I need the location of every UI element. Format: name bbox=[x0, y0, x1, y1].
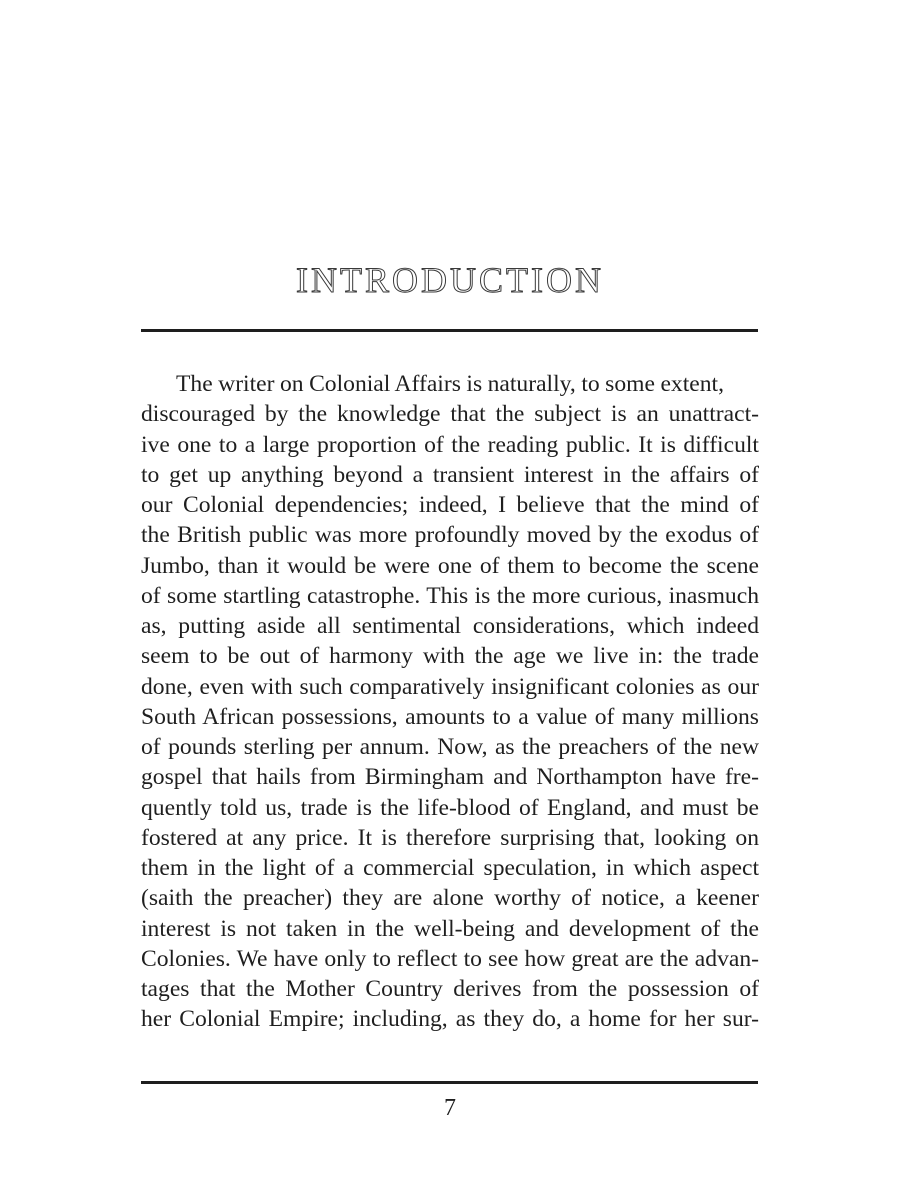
bottom-rule bbox=[141, 1081, 758, 1084]
text-line: (saith the preacher) they are alone worthy of notice, a keener bbox=[141, 885, 759, 912]
chapter-title: INTRODUCTION bbox=[296, 260, 604, 300]
text-line: our Colonial dependencies; indeed, I believe that the mind of bbox=[141, 492, 759, 518]
text-line: them in the light of a commercial speculation, in which aspect bbox=[141, 855, 759, 881]
page-number: 7 bbox=[444, 1095, 456, 1121]
text-line: Colonies. We have only to reflect to see how great are the advan- bbox=[141, 945, 759, 972]
text-line: seem to be out of harmony with the age we live in: the trade bbox=[141, 643, 759, 670]
text-line: of pounds sterling per annum. Now, as the preachers of the new bbox=[141, 734, 759, 760]
text-line: tages that the Mother Country derives from the possession of bbox=[141, 976, 759, 1002]
text-line: done, even with such comparatively insignificant colonies as our bbox=[141, 673, 759, 700]
text-line: of some startling catastrophe. This is the more curious, inasmuch bbox=[141, 582, 759, 609]
top-rule bbox=[141, 329, 758, 332]
text-line: South African possessions, amounts to a value of many millions bbox=[141, 703, 759, 730]
text-line: her Colonial Empire; including, as they do, a home for her sur- bbox=[141, 1006, 759, 1033]
text-line: discouraged by the knowledge that the subject is an unattract- bbox=[141, 401, 759, 428]
text-line: The writer on Colonial Affairs is naturally, to some extent, bbox=[176, 371, 724, 397]
text-line: ive one to a large proportion of the reading public. It is difficult bbox=[141, 431, 759, 458]
text-line: to get up anything beyond a transient interest in the affairs of bbox=[141, 461, 759, 488]
text-line: quently told us, trade is the life-blood of England, and must be bbox=[141, 794, 759, 821]
text-line: gospel that hails from Birmingham and Northampton have fre- bbox=[141, 764, 759, 791]
text-line: Jumbo, than it would be were one of them to become the scene bbox=[141, 552, 759, 579]
text-line: fostered at any price. It is therefore surprising that, looking on bbox=[141, 824, 759, 851]
text-line: the British public was more profoundly moved by the exodus of bbox=[141, 522, 759, 549]
text-line: interest is not taken in the well-being and development of the bbox=[141, 915, 759, 942]
body-paragraph bbox=[141, 369, 759, 1035]
text-line: as, putting aside all sentimental considerations, which indeed bbox=[141, 613, 759, 639]
